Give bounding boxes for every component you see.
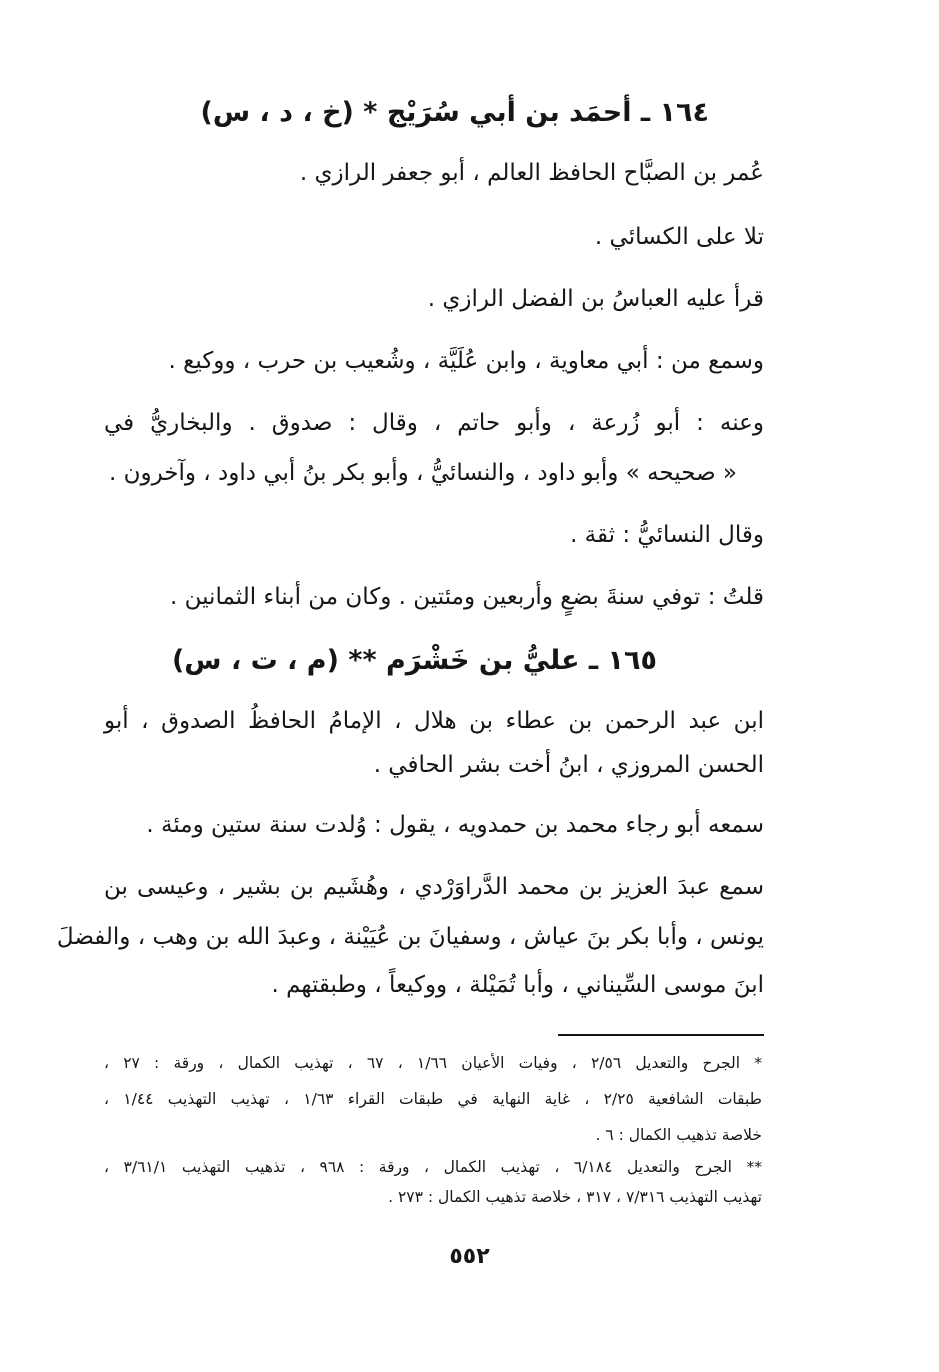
- entry-165-heading: ١٦٥ ـ عليُّ بن خَشْرَم ** (م ، ت ، س): [171, 645, 657, 676]
- entry-164-line: تلا على الكسائي .: [594, 224, 764, 250]
- footnote-separator: [558, 1034, 764, 1036]
- footnote-line: * الجرح والتعديل ٢/٥٦ ، وفيات الأعيان ١/٦٦ ، ٦٧ ، تهذيب الكمال ، ورقة : ٢٧ ،: [104, 1054, 762, 1072]
- entry-164-line: وقال النسائيُّ : ثقة .: [570, 522, 764, 548]
- footnote-line: طبقات الشافعية ٢/٢٥ ، غاية النهاية في طبقات القراء ١/٦٣ ، تهذيب التهذيب ١/٤٤ ،: [104, 1090, 762, 1108]
- entry-164-line: عُمر بن الصبَّاح الحافظ العالم ، أبو جعفر الرازي .: [299, 160, 764, 186]
- entry-165-line: سمعه أبو رجاء محمد بن حمدويه ، يقول : وُلدت سنة ستين ومئة .: [146, 812, 764, 838]
- entry-164-heading: ١٦٤ ـ أحمَد بن أبي سُرَيْج * (خ ، د ، س): [200, 97, 709, 128]
- footnote-line: تهذيب التهذيب ٧/٣١٦ ، ٣١٧ ، خلاصة تذهيب الكمال : ٢٧٣ .: [388, 1188, 762, 1206]
- entry-165-line: الحسن المروزي ، ابنُ أخت بشر الحافي .: [373, 752, 764, 778]
- entry-164-line: « صحيحه » وأبو داود ، والنسائيُّ ، وأبو بكر بنُ أبي داود ، وآخرون .: [108, 460, 737, 486]
- page-number: ٥٥٢: [449, 1244, 490, 1269]
- entry-165-line: ابن عبد الرحمن بن عطاء بن هلال ، الإمامُ الحافظُ الصدوق ، أبو: [104, 708, 764, 734]
- entry-164-line: قلتُ : توفي سنةَ بضعٍ وأربعين ومئتين . وكان من أبناء الثمانين .: [169, 584, 764, 610]
- entry-164-line: وعنه : أبو زُرعة ، وأبو حاتم ، وقال : صدوق . والبخاريُّ في: [104, 410, 764, 436]
- footnote-line: ** الجرح والتعديل ٦/١٨٤ ، تهذيب الكمال ، ورقة : ٩٦٨ ، تذهيب التهذيب ٣/٦١/١ ،: [104, 1158, 762, 1176]
- entry-164-line: قرأ عليه العباسُ بن الفضل الرازي .: [427, 286, 764, 312]
- entry-165-line: ابنَ موسى السِّيناني ، وأبا تُمَيْلة ، ووكيعاً ، وطبقتهم .: [271, 972, 764, 998]
- entry-164-line: وسمع من : أبي معاوية ، وابن عُلَيَّة ، وشُعيب بن حرب ، ووكيع .: [168, 348, 764, 374]
- entry-165-line: سمع عبدَ العزيز بن محمد الدَّراوَرْدي ، وهُشَيم بن بشير ، وعيسى بن: [104, 874, 764, 900]
- footnote-line: خلاصة تذهيب الكمال : ٦ .: [595, 1126, 762, 1144]
- entry-165-line: يونس ، وأبا بكر بنَ عياش ، وسفيانَ بن عُيَيْنة ، وعبدَ الله بن وهب ، والفضلَ: [56, 924, 764, 950]
